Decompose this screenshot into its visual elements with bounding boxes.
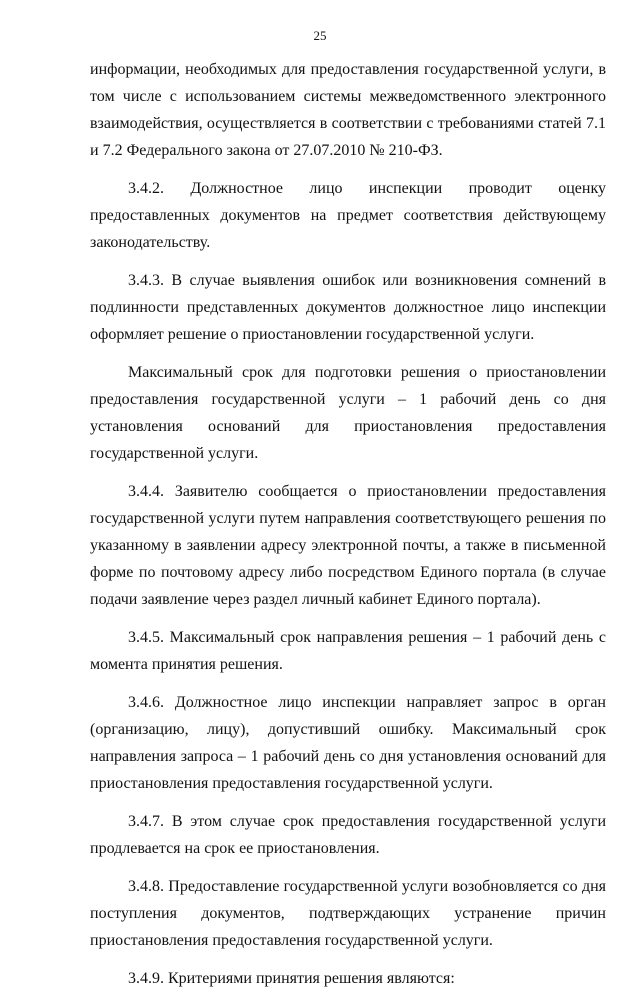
paragraph-3-4-4: 3.4.4. Заявителю сообщается о приостановлении предоставления государственной услуги путем направления соответствующего решения по указанному в заявлении адресу электронной почты, а также в письменной форме по почтовому адресу либо посредством Единого портала (в случае подачи заявление через раздел личный кабинет Единого портала). <box>90 483 606 608</box>
paragraph-3-4-6: 3.4.6. Должностное лицо инспекции направляет запрос в орган (организацию, лицу), допустивший ошибку. Максимальный срок направления запроса – 1 рабочий день со дня установления оснований для приостановления предоставления государственной услуги. <box>90 694 606 792</box>
page-number: 25 <box>313 28 327 43</box>
paragraph-3-4-2: 3.4.2. Должностное лицо инспекции проводит оценку предоставленных документов на предмет соответствия действующему законодательству. <box>90 180 606 251</box>
paragraph-3-4-5: 3.4.5. Максимальный срок направления решения – 1 рабочий день с момента принятия решения. <box>90 629 606 673</box>
body-text <box>90 56 606 1003</box>
paragraph-max-term: Максимальный срок для подготовки решения о приостановлении предоставления государственной услуги – 1 рабочий день со дня установления оснований для приостановления предоставления государственной услуги. <box>90 364 606 462</box>
paragraph-3-4-7: 3.4.7. В этом случае срок предоставления государственной услуги продлевается на срок ее приостановления. <box>90 813 606 857</box>
paragraph-3-4-9: 3.4.9. Критериями принятия решения являются: <box>128 970 455 987</box>
paragraph-3-4-8: 3.4.8. Предоставление государственной услуги возобновляется со дня поступления документов, подтверждающих устранение причин приостановления предоставления государственной услуги. <box>90 878 606 949</box>
paragraph-continuation: информации, необходимых для предоставления государственной услуги, в том числе с использованием системы межведомственного электронного взаимодействия, осуществляется в соответствии с требованиями статей 7.1 и 7.2 Федерального закона от 27.07.2010 № 210-ФЗ. <box>90 61 606 159</box>
paragraph-3-4-3: 3.4.3. В случае выявления ошибок или возникновения сомнений в подлинности представленных документов должностное лицо инспекции оформляет решение о приостановлении государственной услуги. <box>90 272 606 343</box>
